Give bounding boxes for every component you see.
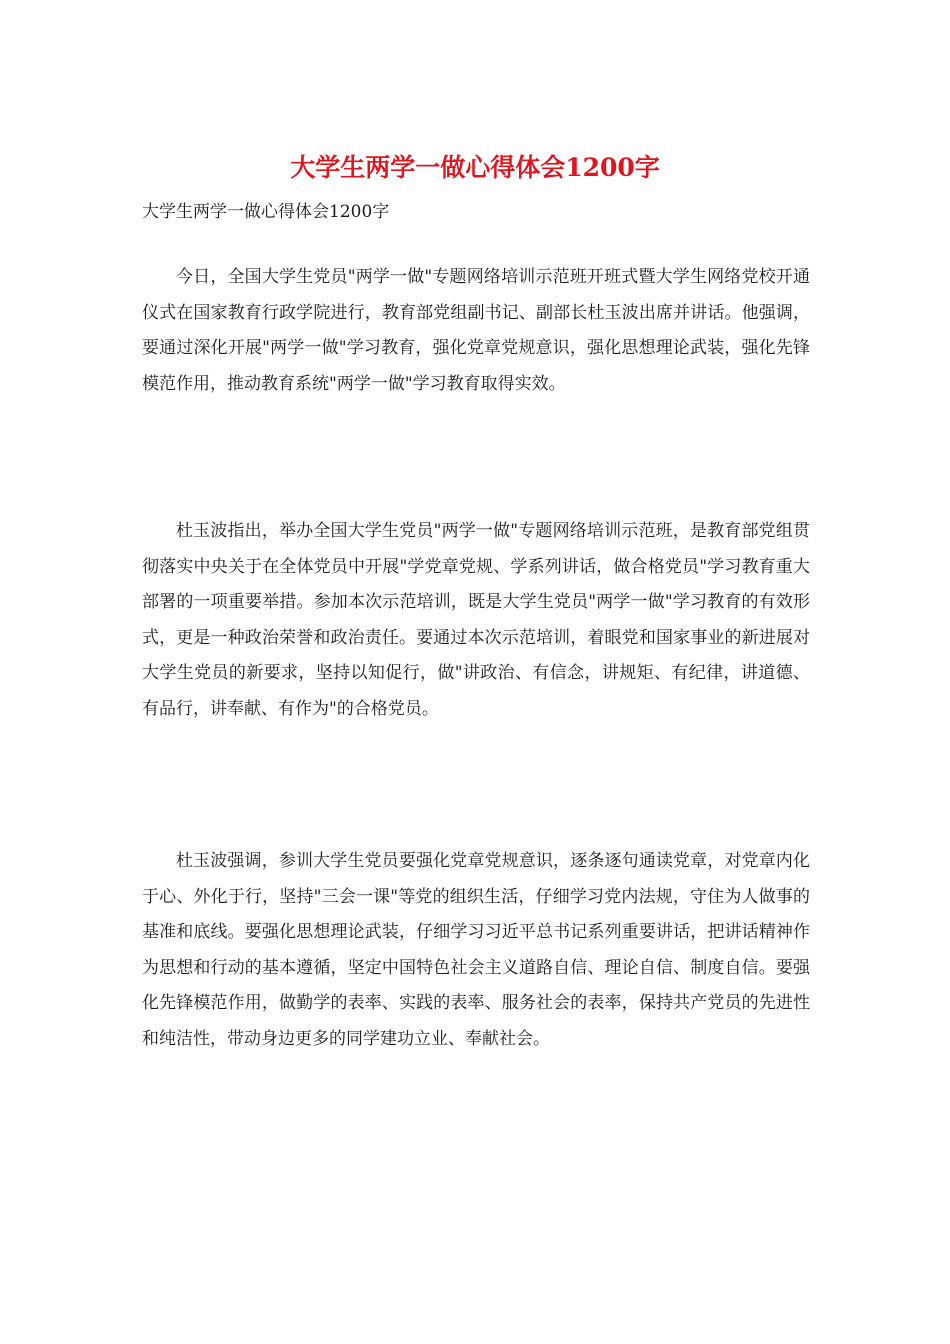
paragraph-2: 杜玉波指出，举办全国大学生党员"两学一做"专题网络培训示范班，是教育部党组贯彻落实中央关于在全体党员中开展"学党章党规、学系列讲话，做合格党员"学习教育重大部署的一项重要举措。参加本次示范培训，既是大学生党员"两学一做"学习教育的有效形式，更是一种政治荣誉和政治责任。要通过本次示范培训，着眼党和国家事业的新进展对大学生党员的新要求，坚持以知促行，做"讲政治、有信念，讲规矩、有纪律，讲道德、有品行，讲奉献、有作为"的合格党员。 xyxy=(142,521,810,719)
paragraph-1: 今日，全国大学生党员"两学一做"专题网络培训示范班开班式暨大学生网络党校开通仪式在国家教育行政学院进行，教育部党组副书记、副部长杜玉波出席并讲话。他强调，要通过深化开展"两学一做"学习教育，强化党章党规意识，强化思想理论武装，强化先锋模范作用，推动教育系统"两学一做"学习教育取得实效。 xyxy=(142,267,810,394)
document-subtitle: 大学生两学一做心得体会1200字 xyxy=(142,202,390,222)
document-title: 大学生两学一做心得体会1200字 xyxy=(290,153,660,182)
paragraph-3: 杜玉波强调，参训大学生党员要强化党章党规意识，逐条逐句通读党章，对党章内化于心、外化于行，坚持"三会一课"等党的组织生活，仔细学习党内法规，守住为人做事的基准和底线。要强化思想理论武装，仔细学习习近平总书记系列重要讲话，把讲话精神作为思想和行动的基本遵循，坚定中国特色社会主义道路自信、理论自信、制度自信。要强化先锋模范作用，做勤学的表率、实践的表率、服务社会的表率，保持共产党员的先进性和纯洁性，带动身边更多的同学建功立业、奉献社会。 xyxy=(142,851,810,1049)
